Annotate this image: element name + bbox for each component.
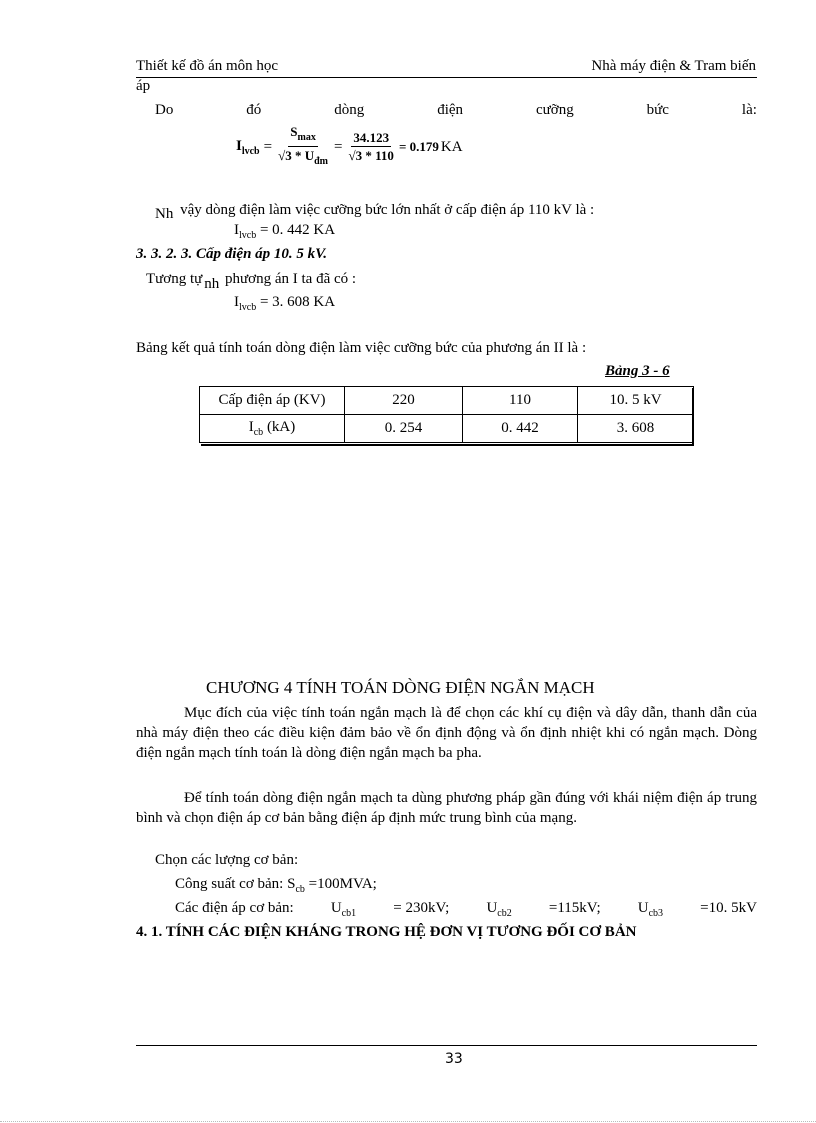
word: Do [155, 102, 174, 118]
table-header-cell: Cấp điện áp (KV) [200, 387, 345, 415]
choose-line: Chọn các lượng cơ bản: [155, 852, 299, 868]
word: cưỡng [535, 102, 574, 118]
similar-line: Tương tự nh phương án I ta đã có : [146, 271, 357, 292]
table-cell: 0. 254 [345, 415, 463, 443]
base-voltage-line: Các điện áp cơ bản: $U_{cb1}$ = 230kV; $U_{cb2}$ =115kV; $U_{cb3}$ =10. 5kV [175, 900, 757, 919]
fraction-symbolic: $\frac{S_{max}}{√3 * U_{đm}}$ [278, 123, 329, 167]
formula-unit: KA [440, 138, 463, 155]
table-cell: 0. 442 [463, 415, 578, 443]
header-wrap: áp [136, 78, 151, 94]
table-row-label: $I_{cb}$ (kA) [200, 415, 345, 443]
table-header-cell: 110 [463, 387, 578, 415]
table-row [200, 387, 694, 415]
table-intro: Bảng kết quả tính toán dòng điện làm việc cưỡng bức của phương án II là : [136, 340, 587, 356]
header-left: Thiết kế đồ án môn học [136, 58, 279, 74]
sqrt-icon: √ [348, 147, 356, 163]
word: bức [646, 102, 669, 118]
equals-sign: = [263, 138, 273, 155]
chapter-title: CHƯƠNG 4 TÍNH TOÁN DÒNG ĐIỆN NGẮN MẠCH [206, 678, 595, 697]
section-4-1-heading: 4. 1. TÍNH CÁC ĐIỆN KHÁNG TRONG HỆ ĐƠN VỊ TƯƠNG ĐỐI CƠ BẢN [136, 924, 637, 940]
table-row [200, 415, 694, 443]
heading-3-3-2-3: 3. 3. 2. 3. Cấp điện áp 10. 5 kV. [136, 246, 327, 262]
page-bottom-border [0, 1121, 816, 1122]
paragraph-purpose: Mục đích của việc tính toán ngắn mạch là để chọn các khí cụ điện và dây dẫn, thanh dẫn của nhà máy điện theo các điều kiện đảm bảo về ổn định động và ổn định nhiệt khi có ngắn mạch. Dòng điện ngắn mạch tính toán là dòng điện ngắn mạch ba pha. [136, 705, 757, 761]
word: điện [437, 102, 464, 118]
table-header-cell: 220 [345, 387, 463, 415]
word: dòng [334, 102, 365, 118]
page-number: 33 [445, 1051, 463, 1067]
sqrt-icon: √ [278, 147, 286, 163]
word: là: [741, 102, 757, 118]
table-cell: 3. 608 [578, 415, 694, 443]
result-105kv: $I_{lvcb} = 3$. 608 KA [234, 294, 336, 313]
word: đó [246, 102, 262, 118]
header-right: Nhà máy điện & Tram biến [591, 58, 756, 74]
formula-lhs: $I_{lvcb}$ [236, 137, 260, 157]
conclusion-line: Nh vậy dòng điện làm việc cưỡng bức lớn nhất ở cấp điện áp 110 kV là : [155, 202, 595, 222]
table-header-cell: 10. 5 kV [578, 387, 694, 415]
intro-line [155, 102, 757, 119]
equals-sign: = [334, 138, 343, 155]
table-caption: Bảng 3 - 6 [605, 363, 670, 379]
header-rule [136, 77, 757, 78]
formula-result: = 0.179 [398, 139, 439, 154]
footer-rule [136, 1045, 757, 1046]
formula [236, 123, 463, 167]
result-110kv: $I_{lvcb} = 0$. 442 KA [234, 222, 336, 241]
fraction-numeric: $\frac{34.123}{√3 * 110}$ [348, 129, 394, 163]
result-table [199, 386, 694, 443]
paragraph-method: Để tính toán dòng điện ngắn mạch ta dùng phương pháp gần đúng với khái niệm điện áp trung bình và chọn điện áp cơ bản bằng điện áp định mức trung bình của mạng. [136, 790, 757, 826]
base-power-line: Công suất cơ bản: $S_{cb} =100MVA$; [175, 876, 377, 895]
